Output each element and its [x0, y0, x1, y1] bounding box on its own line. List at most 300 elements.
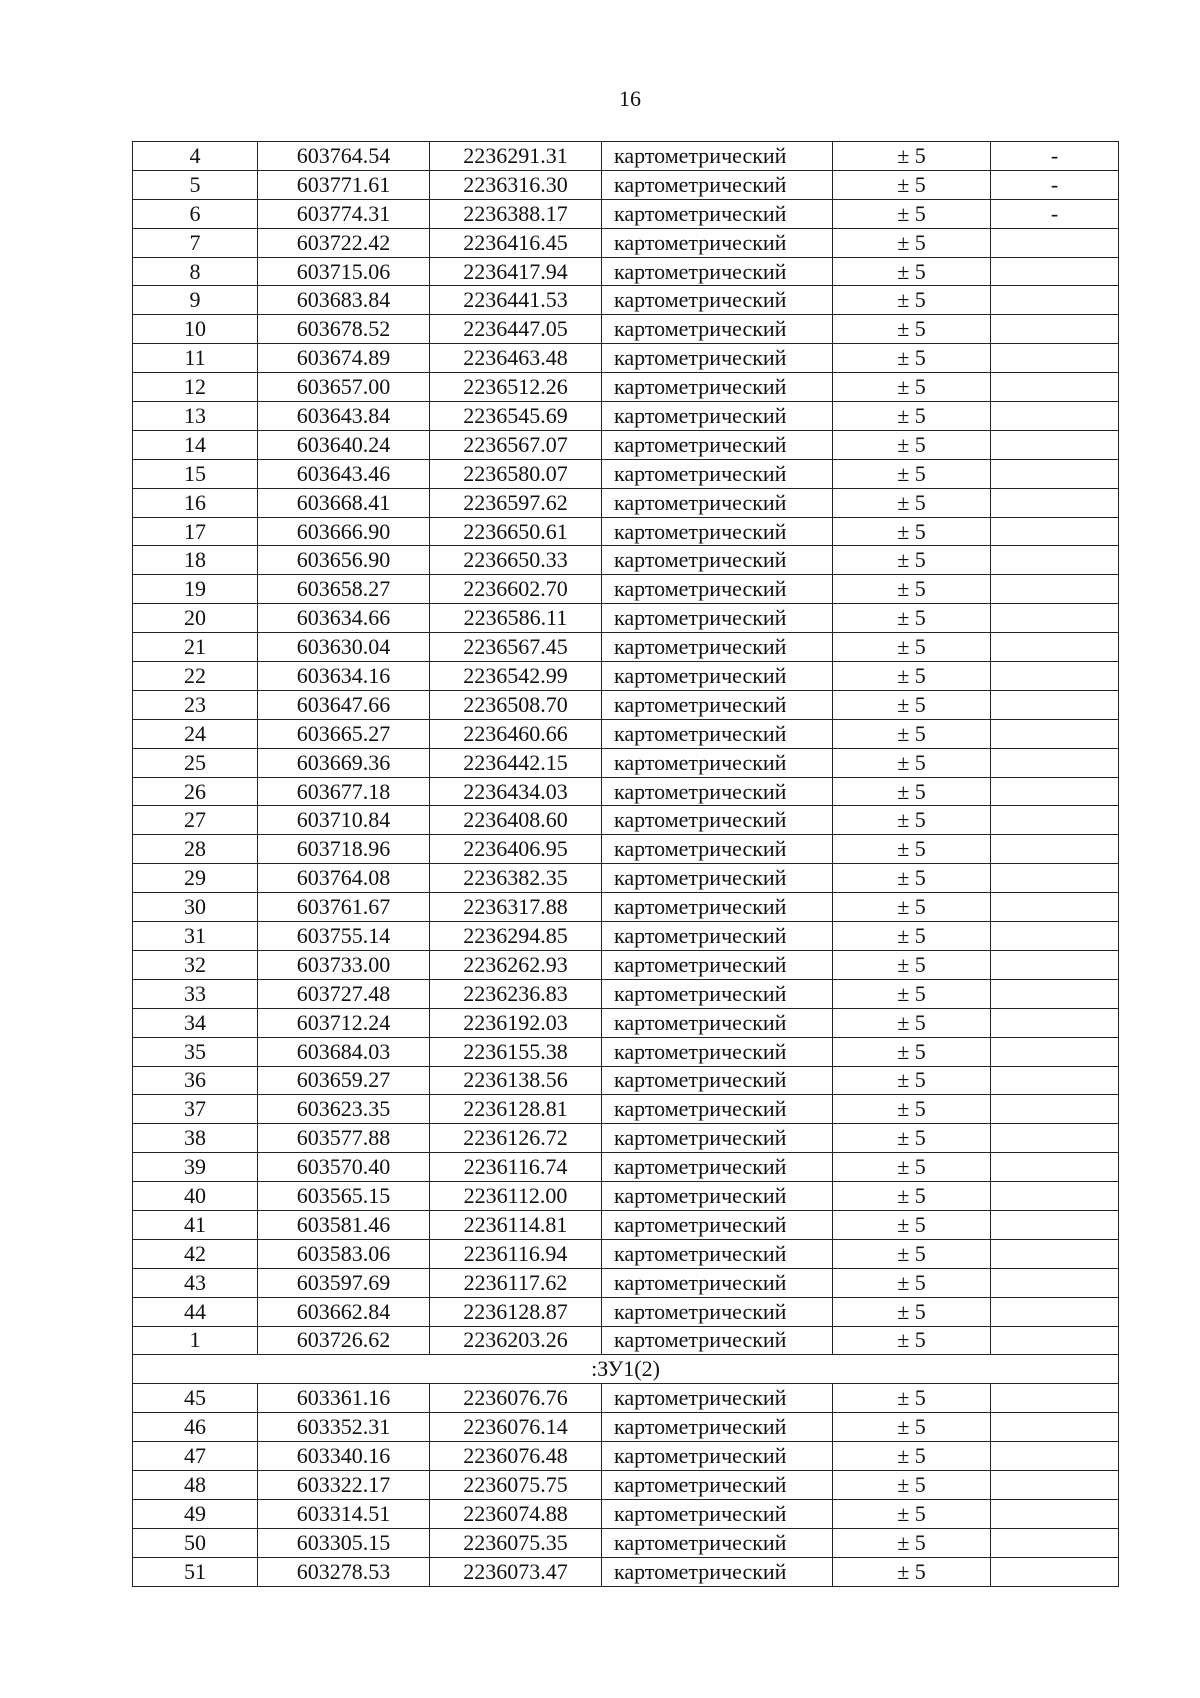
note-cell — [991, 488, 1119, 517]
note-cell — [991, 517, 1119, 546]
y-coordinate-cell: 2236416.45 — [430, 228, 602, 257]
method-cell: картометрический — [602, 199, 833, 228]
note-cell — [991, 1557, 1119, 1586]
table-row — [133, 748, 1119, 777]
method-cell: картометрический — [602, 315, 833, 344]
note-cell — [991, 604, 1119, 633]
x-coordinate-cell: 603656.90 — [258, 546, 430, 575]
x-coordinate-cell: 603340.16 — [258, 1442, 430, 1471]
x-coordinate-cell: 603581.46 — [258, 1210, 430, 1239]
x-coordinate-cell: 603761.67 — [258, 893, 430, 922]
accuracy-cell: ± 5 — [833, 575, 991, 604]
table-row — [133, 315, 1119, 344]
table-row — [133, 575, 1119, 604]
y-coordinate-cell: 2236291.31 — [430, 142, 602, 171]
y-coordinate-cell: 2236408.60 — [430, 806, 602, 835]
point-number-cell: 13 — [133, 402, 258, 431]
y-coordinate-cell: 2236417.94 — [430, 257, 602, 286]
method-cell: картометрический — [602, 1557, 833, 1586]
table-row — [133, 633, 1119, 662]
note-cell — [991, 1182, 1119, 1211]
accuracy-cell: ± 5 — [833, 893, 991, 922]
table-row — [133, 373, 1119, 402]
table-row — [133, 488, 1119, 517]
method-cell: картометрический — [602, 1095, 833, 1124]
note-cell — [991, 1384, 1119, 1413]
note-cell — [991, 228, 1119, 257]
table-row — [133, 979, 1119, 1008]
point-number-cell: 33 — [133, 979, 258, 1008]
point-number-cell: 22 — [133, 662, 258, 691]
accuracy-cell: ± 5 — [833, 1557, 991, 1586]
y-coordinate-cell: 2236447.05 — [430, 315, 602, 344]
accuracy-cell: ± 5 — [833, 1297, 991, 1326]
table-row — [133, 517, 1119, 546]
method-cell: картометрический — [602, 546, 833, 575]
x-coordinate-cell: 603727.48 — [258, 979, 430, 1008]
y-coordinate-cell: 2236155.38 — [430, 1037, 602, 1066]
point-number-cell: 7 — [133, 228, 258, 257]
accuracy-cell: ± 5 — [833, 1066, 991, 1095]
accuracy-cell: ± 5 — [833, 170, 991, 199]
method-cell: картометрический — [602, 459, 833, 488]
method-cell: картометрический — [602, 344, 833, 373]
method-cell: картометрический — [602, 922, 833, 951]
method-cell: картометрический — [602, 1210, 833, 1239]
x-coordinate-cell: 603623.35 — [258, 1095, 430, 1124]
y-coordinate-cell: 2236597.62 — [430, 488, 602, 517]
accuracy-cell: ± 5 — [833, 950, 991, 979]
note-cell — [991, 546, 1119, 575]
point-number-cell: 43 — [133, 1268, 258, 1297]
accuracy-cell: ± 5 — [833, 1384, 991, 1413]
point-number-cell: 21 — [133, 633, 258, 662]
y-coordinate-cell: 2236441.53 — [430, 286, 602, 315]
point-number-cell: 49 — [133, 1499, 258, 1528]
x-coordinate-cell: 603630.04 — [258, 633, 430, 662]
table-row — [133, 1557, 1119, 1586]
accuracy-cell: ± 5 — [833, 922, 991, 951]
point-number-cell: 1 — [133, 1326, 258, 1355]
accuracy-cell: ± 5 — [833, 1470, 991, 1499]
x-coordinate-cell: 603666.90 — [258, 517, 430, 546]
accuracy-cell: ± 5 — [833, 1182, 991, 1211]
table-row — [133, 806, 1119, 835]
y-coordinate-cell: 2236116.94 — [430, 1239, 602, 1268]
x-coordinate-cell: 603669.36 — [258, 748, 430, 777]
section-label: :ЗУ1(2) — [133, 1355, 1119, 1384]
method-cell: картометрический — [602, 1008, 833, 1037]
table-row — [133, 1239, 1119, 1268]
accuracy-cell: ± 5 — [833, 199, 991, 228]
point-number-cell: 48 — [133, 1470, 258, 1499]
y-coordinate-cell: 2236073.47 — [430, 1557, 602, 1586]
accuracy-cell: ± 5 — [833, 228, 991, 257]
method-cell: картометрический — [602, 1268, 833, 1297]
x-coordinate-cell: 603634.16 — [258, 662, 430, 691]
x-coordinate-cell: 603659.27 — [258, 1066, 430, 1095]
x-coordinate-cell: 603577.88 — [258, 1124, 430, 1153]
y-coordinate-cell: 2236076.76 — [430, 1384, 602, 1413]
y-coordinate-cell: 2236586.11 — [430, 604, 602, 633]
x-coordinate-cell: 603647.66 — [258, 690, 430, 719]
method-cell: картометрический — [602, 1442, 833, 1471]
note-cell — [991, 1008, 1119, 1037]
method-cell: картометрический — [602, 1239, 833, 1268]
table-row — [133, 1124, 1119, 1153]
x-coordinate-cell: 603634.66 — [258, 604, 430, 633]
y-coordinate-cell: 2236434.03 — [430, 777, 602, 806]
method-cell: картометрический — [602, 488, 833, 517]
method-cell: картометрический — [602, 864, 833, 893]
note-cell: - — [991, 170, 1119, 199]
x-coordinate-cell: 603733.00 — [258, 950, 430, 979]
y-coordinate-cell: 2236567.07 — [430, 430, 602, 459]
note-cell — [991, 922, 1119, 951]
note-cell — [991, 257, 1119, 286]
accuracy-cell: ± 5 — [833, 748, 991, 777]
table-row — [133, 142, 1119, 171]
accuracy-cell: ± 5 — [833, 315, 991, 344]
method-cell: картометрический — [602, 1066, 833, 1095]
accuracy-cell: ± 5 — [833, 1239, 991, 1268]
method-cell: картометрический — [602, 402, 833, 431]
x-coordinate-cell: 603570.40 — [258, 1153, 430, 1182]
note-cell — [991, 748, 1119, 777]
table-row — [133, 690, 1119, 719]
accuracy-cell: ± 5 — [833, 777, 991, 806]
x-coordinate-cell: 603322.17 — [258, 1470, 430, 1499]
table-row — [133, 1066, 1119, 1095]
note-cell — [991, 1413, 1119, 1442]
method-cell: картометрический — [602, 1413, 833, 1442]
point-number-cell: 28 — [133, 835, 258, 864]
table-row — [133, 604, 1119, 633]
table-row — [133, 1268, 1119, 1297]
table-row — [133, 719, 1119, 748]
accuracy-cell: ± 5 — [833, 430, 991, 459]
table-row — [133, 1095, 1119, 1124]
y-coordinate-cell: 2236567.45 — [430, 633, 602, 662]
x-coordinate-cell: 603710.84 — [258, 806, 430, 835]
table-row — [133, 546, 1119, 575]
table-row — [133, 1297, 1119, 1326]
method-cell: картометрический — [602, 1326, 833, 1355]
method-cell: картометрический — [602, 1384, 833, 1413]
x-coordinate-cell: 603278.53 — [258, 1557, 430, 1586]
y-coordinate-cell: 2236128.87 — [430, 1297, 602, 1326]
note-cell — [991, 373, 1119, 402]
note-cell — [991, 1095, 1119, 1124]
x-coordinate-cell: 603764.54 — [258, 142, 430, 171]
table-row — [133, 893, 1119, 922]
method-cell: картометрический — [602, 777, 833, 806]
note-cell — [991, 835, 1119, 864]
note-cell — [991, 1326, 1119, 1355]
y-coordinate-cell: 2236076.14 — [430, 1413, 602, 1442]
accuracy-cell: ± 5 — [833, 719, 991, 748]
note-cell — [991, 286, 1119, 315]
section-header-row — [133, 1355, 1119, 1384]
point-number-cell: 8 — [133, 257, 258, 286]
table-row — [133, 864, 1119, 893]
point-number-cell: 41 — [133, 1210, 258, 1239]
note-cell — [991, 1066, 1119, 1095]
x-coordinate-cell: 603771.61 — [258, 170, 430, 199]
point-number-cell: 17 — [133, 517, 258, 546]
x-coordinate-cell: 603658.27 — [258, 575, 430, 604]
method-cell: картометрический — [602, 633, 833, 662]
note-cell — [991, 315, 1119, 344]
point-number-cell: 32 — [133, 950, 258, 979]
point-number-cell: 15 — [133, 459, 258, 488]
point-number-cell: 9 — [133, 286, 258, 315]
point-number-cell: 34 — [133, 1008, 258, 1037]
x-coordinate-cell: 603755.14 — [258, 922, 430, 951]
method-cell: картометрический — [602, 430, 833, 459]
table-row — [133, 1153, 1119, 1182]
y-coordinate-cell: 2236138.56 — [430, 1066, 602, 1095]
note-cell — [991, 1297, 1119, 1326]
x-coordinate-cell: 603361.16 — [258, 1384, 430, 1413]
note-cell — [991, 459, 1119, 488]
y-coordinate-cell: 2236114.81 — [430, 1210, 602, 1239]
x-coordinate-cell: 603678.52 — [258, 315, 430, 344]
accuracy-cell: ± 5 — [833, 835, 991, 864]
method-cell: картометрический — [602, 1153, 833, 1182]
y-coordinate-cell: 2236316.30 — [430, 170, 602, 199]
method-cell: картометрический — [602, 1124, 833, 1153]
y-coordinate-cell: 2236406.95 — [430, 835, 602, 864]
point-number-cell: 38 — [133, 1124, 258, 1153]
note-cell — [991, 893, 1119, 922]
accuracy-cell: ± 5 — [833, 1037, 991, 1066]
method-cell: картометрический — [602, 1528, 833, 1557]
x-coordinate-cell: 603662.84 — [258, 1297, 430, 1326]
x-coordinate-cell: 603640.24 — [258, 430, 430, 459]
accuracy-cell: ± 5 — [833, 1413, 991, 1442]
y-coordinate-cell: 2236116.74 — [430, 1153, 602, 1182]
note-cell — [991, 662, 1119, 691]
point-number-cell: 23 — [133, 690, 258, 719]
point-number-cell: 12 — [133, 373, 258, 402]
x-coordinate-cell: 603722.42 — [258, 228, 430, 257]
y-coordinate-cell: 2236192.03 — [430, 1008, 602, 1037]
y-coordinate-cell: 2236650.33 — [430, 546, 602, 575]
accuracy-cell: ± 5 — [833, 864, 991, 893]
note-cell — [991, 1442, 1119, 1471]
x-coordinate-cell: 603715.06 — [258, 257, 430, 286]
y-coordinate-cell: 2236262.93 — [430, 950, 602, 979]
method-cell: картометрический — [602, 748, 833, 777]
y-coordinate-cell: 2236388.17 — [430, 199, 602, 228]
accuracy-cell: ± 5 — [833, 546, 991, 575]
method-cell: картометрический — [602, 719, 833, 748]
accuracy-cell: ± 5 — [833, 1326, 991, 1355]
point-number-cell: 4 — [133, 142, 258, 171]
note-cell — [991, 633, 1119, 662]
x-coordinate-cell: 603665.27 — [258, 719, 430, 748]
point-number-cell: 25 — [133, 748, 258, 777]
point-number-cell: 11 — [133, 344, 258, 373]
method-cell: картометрический — [602, 950, 833, 979]
x-coordinate-cell: 603684.03 — [258, 1037, 430, 1066]
page-number: 16 — [619, 86, 641, 111]
x-coordinate-cell: 603643.46 — [258, 459, 430, 488]
accuracy-cell: ± 5 — [833, 286, 991, 315]
table-row — [133, 430, 1119, 459]
point-number-cell: 50 — [133, 1528, 258, 1557]
method-cell: картометрический — [602, 170, 833, 199]
point-number-cell: 16 — [133, 488, 258, 517]
x-coordinate-cell: 603657.00 — [258, 373, 430, 402]
note-cell — [991, 1239, 1119, 1268]
note-cell — [991, 1124, 1119, 1153]
accuracy-cell: ± 5 — [833, 979, 991, 1008]
note-cell — [991, 1037, 1119, 1066]
note-cell: - — [991, 199, 1119, 228]
accuracy-cell: ± 5 — [833, 344, 991, 373]
y-coordinate-cell: 2236117.62 — [430, 1268, 602, 1297]
y-coordinate-cell: 2236650.61 — [430, 517, 602, 546]
table-row — [133, 459, 1119, 488]
note-cell — [991, 1153, 1119, 1182]
accuracy-cell: ± 5 — [833, 1095, 991, 1124]
x-coordinate-cell: 603712.24 — [258, 1008, 430, 1037]
y-coordinate-cell: 2236512.26 — [430, 373, 602, 402]
method-cell: картометрический — [602, 228, 833, 257]
table-row — [133, 1210, 1119, 1239]
accuracy-cell: ± 5 — [833, 1124, 991, 1153]
table-row — [133, 777, 1119, 806]
accuracy-cell: ± 5 — [833, 402, 991, 431]
point-number-cell: 6 — [133, 199, 258, 228]
accuracy-cell: ± 5 — [833, 1153, 991, 1182]
note-cell — [991, 806, 1119, 835]
table-row — [133, 950, 1119, 979]
point-number-cell: 19 — [133, 575, 258, 604]
y-coordinate-cell: 2236128.81 — [430, 1095, 602, 1124]
point-number-cell: 10 — [133, 315, 258, 344]
point-number-cell: 42 — [133, 1239, 258, 1268]
point-number-cell: 45 — [133, 1384, 258, 1413]
x-coordinate-cell: 603314.51 — [258, 1499, 430, 1528]
accuracy-cell: ± 5 — [833, 604, 991, 633]
table-row — [133, 1037, 1119, 1066]
y-coordinate-cell: 2236463.48 — [430, 344, 602, 373]
y-coordinate-cell: 2236203.26 — [430, 1326, 602, 1355]
accuracy-cell: ± 5 — [833, 488, 991, 517]
table-row — [133, 835, 1119, 864]
note-cell — [991, 777, 1119, 806]
x-coordinate-cell: 603764.08 — [258, 864, 430, 893]
point-number-cell: 46 — [133, 1413, 258, 1442]
accuracy-cell: ± 5 — [833, 662, 991, 691]
table-row — [133, 344, 1119, 373]
y-coordinate-cell: 2236545.69 — [430, 402, 602, 431]
method-cell: картометрический — [602, 286, 833, 315]
point-number-cell: 5 — [133, 170, 258, 199]
x-coordinate-cell: 603643.84 — [258, 402, 430, 431]
point-number-cell: 24 — [133, 719, 258, 748]
x-coordinate-cell: 603683.84 — [258, 286, 430, 315]
x-coordinate-cell: 603583.06 — [258, 1239, 430, 1268]
table-row — [133, 1182, 1119, 1211]
x-coordinate-cell: 603677.18 — [258, 777, 430, 806]
y-coordinate-cell: 2236460.66 — [430, 719, 602, 748]
table-row — [133, 1499, 1119, 1528]
y-coordinate-cell: 2236317.88 — [430, 893, 602, 922]
note-cell — [991, 719, 1119, 748]
table-row — [133, 1528, 1119, 1557]
accuracy-cell: ± 5 — [833, 459, 991, 488]
y-coordinate-cell: 2236580.07 — [430, 459, 602, 488]
note-cell — [991, 1528, 1119, 1557]
table-row — [133, 1384, 1119, 1413]
accuracy-cell: ± 5 — [833, 633, 991, 662]
y-coordinate-cell: 2236508.70 — [430, 690, 602, 719]
accuracy-cell: ± 5 — [833, 690, 991, 719]
y-coordinate-cell: 2236126.72 — [430, 1124, 602, 1153]
y-coordinate-cell: 2236075.35 — [430, 1528, 602, 1557]
table-row — [133, 1442, 1119, 1471]
x-coordinate-cell: 603597.69 — [258, 1268, 430, 1297]
point-number-cell: 20 — [133, 604, 258, 633]
y-coordinate-cell: 2236602.70 — [430, 575, 602, 604]
point-number-cell: 29 — [133, 864, 258, 893]
method-cell: картометрический — [602, 1182, 833, 1211]
point-number-cell: 44 — [133, 1297, 258, 1326]
method-cell: картометрический — [602, 257, 833, 286]
x-coordinate-cell: 603668.41 — [258, 488, 430, 517]
point-number-cell: 27 — [133, 806, 258, 835]
point-number-cell: 51 — [133, 1557, 258, 1586]
note-cell — [991, 430, 1119, 459]
method-cell: картометрический — [602, 1037, 833, 1066]
y-coordinate-cell: 2236382.35 — [430, 864, 602, 893]
note-cell: - — [991, 142, 1119, 171]
point-number-cell: 37 — [133, 1095, 258, 1124]
table-row — [133, 286, 1119, 315]
method-cell: картометрический — [602, 690, 833, 719]
note-cell — [991, 575, 1119, 604]
note-cell — [991, 1210, 1119, 1239]
accuracy-cell: ± 5 — [833, 1499, 991, 1528]
point-number-cell: 35 — [133, 1037, 258, 1066]
point-number-cell: 14 — [133, 430, 258, 459]
method-cell: картометрический — [602, 517, 833, 546]
method-cell: картометрический — [602, 662, 833, 691]
table-row — [133, 1413, 1119, 1442]
coordinates-table-body — [133, 142, 1119, 1587]
table-row — [133, 257, 1119, 286]
method-cell: картометрический — [602, 979, 833, 1008]
y-coordinate-cell: 2236236.83 — [430, 979, 602, 1008]
note-cell — [991, 690, 1119, 719]
method-cell: картометрический — [602, 835, 833, 864]
table-row — [133, 1470, 1119, 1499]
accuracy-cell: ± 5 — [833, 1268, 991, 1297]
method-cell: картометрический — [602, 806, 833, 835]
x-coordinate-cell: 603305.15 — [258, 1528, 430, 1557]
accuracy-cell: ± 5 — [833, 517, 991, 546]
coordinates-table — [132, 141, 1119, 1587]
y-coordinate-cell: 2236076.48 — [430, 1442, 602, 1471]
x-coordinate-cell: 603774.31 — [258, 199, 430, 228]
method-cell: картометрический — [602, 1499, 833, 1528]
table-row — [133, 402, 1119, 431]
accuracy-cell: ± 5 — [833, 1008, 991, 1037]
